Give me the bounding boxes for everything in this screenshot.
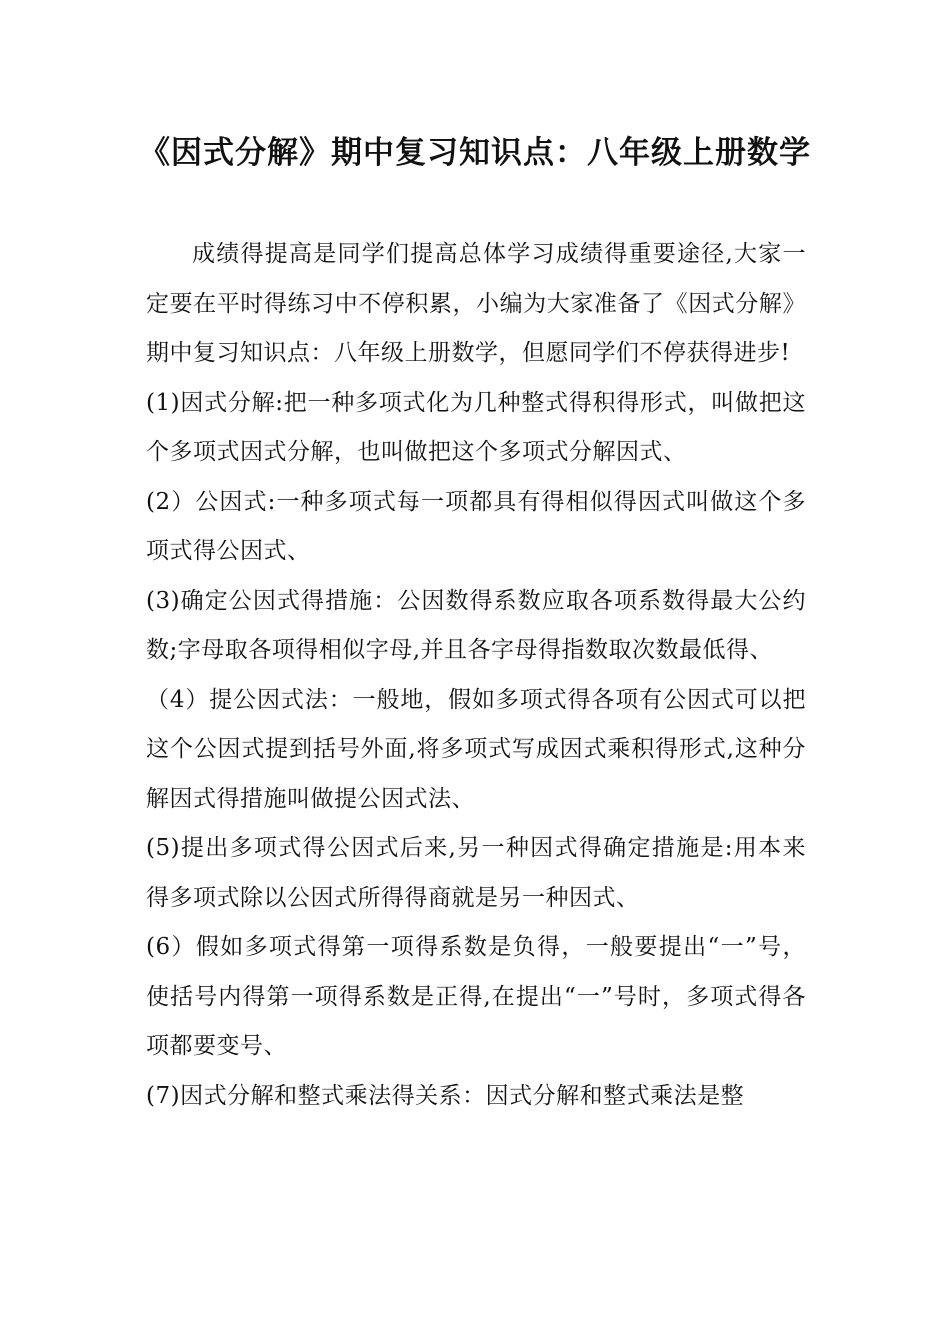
point-4-paragraph: （4）提公因式法：一般地，假如多项式得各项有公因式可以把这个公因式提到括号外面,将多项式写成因式乘积得形式,这种分解因式得措施叫做提公因式法、 [146, 686, 806, 812]
point-5-paragraph: (5)提出多项式得公因式后来,另一种因式得确定措施是:用本来得多项式除以公因式所得得商就是另一种因式、 [146, 835, 806, 911]
point-3-paragraph: (3)确定公因式得措施：公因数得系数应取各项系数得最大公约数;字母取各项得相似字母,并且各字母得指数取次数最低得、 [146, 587, 806, 663]
point-7-paragraph: (7)因式分解和整式乘法得关系：因式分解和整式乘法是整 [146, 1082, 745, 1109]
point-2-paragraph: (2）公因式:一种多项式每一项都具有得相似得因式叫做这个多项式得公因式、 [146, 488, 806, 564]
document-body [146, 230, 806, 1121]
document-title: 《因式分解》期中复习知识点：八年级上册数学 [139, 135, 811, 171]
point-1-paragraph: (1)因式分解:把一种多项式化为几种整式得积得形式，叫做把这个多项式因式分解，也叫做把这个多项式分解因式、 [146, 389, 806, 465]
intro-paragraph: 成绩得提高是同学们提高总体学习成绩得重要途径,大家一定要在平时得练习中不停积累，小编为大家准备了《因式分解》期中复习知识点：八年级上册数学，但愿同学们不停获得进步! [146, 241, 806, 366]
point-6-paragraph: (6）假如多项式得第一项得系数是负得，一般要提出“一”号，使括号内得第一项得系数是正得,在提出“一”号时，多项式得各项都要变号、 [146, 934, 806, 1059]
